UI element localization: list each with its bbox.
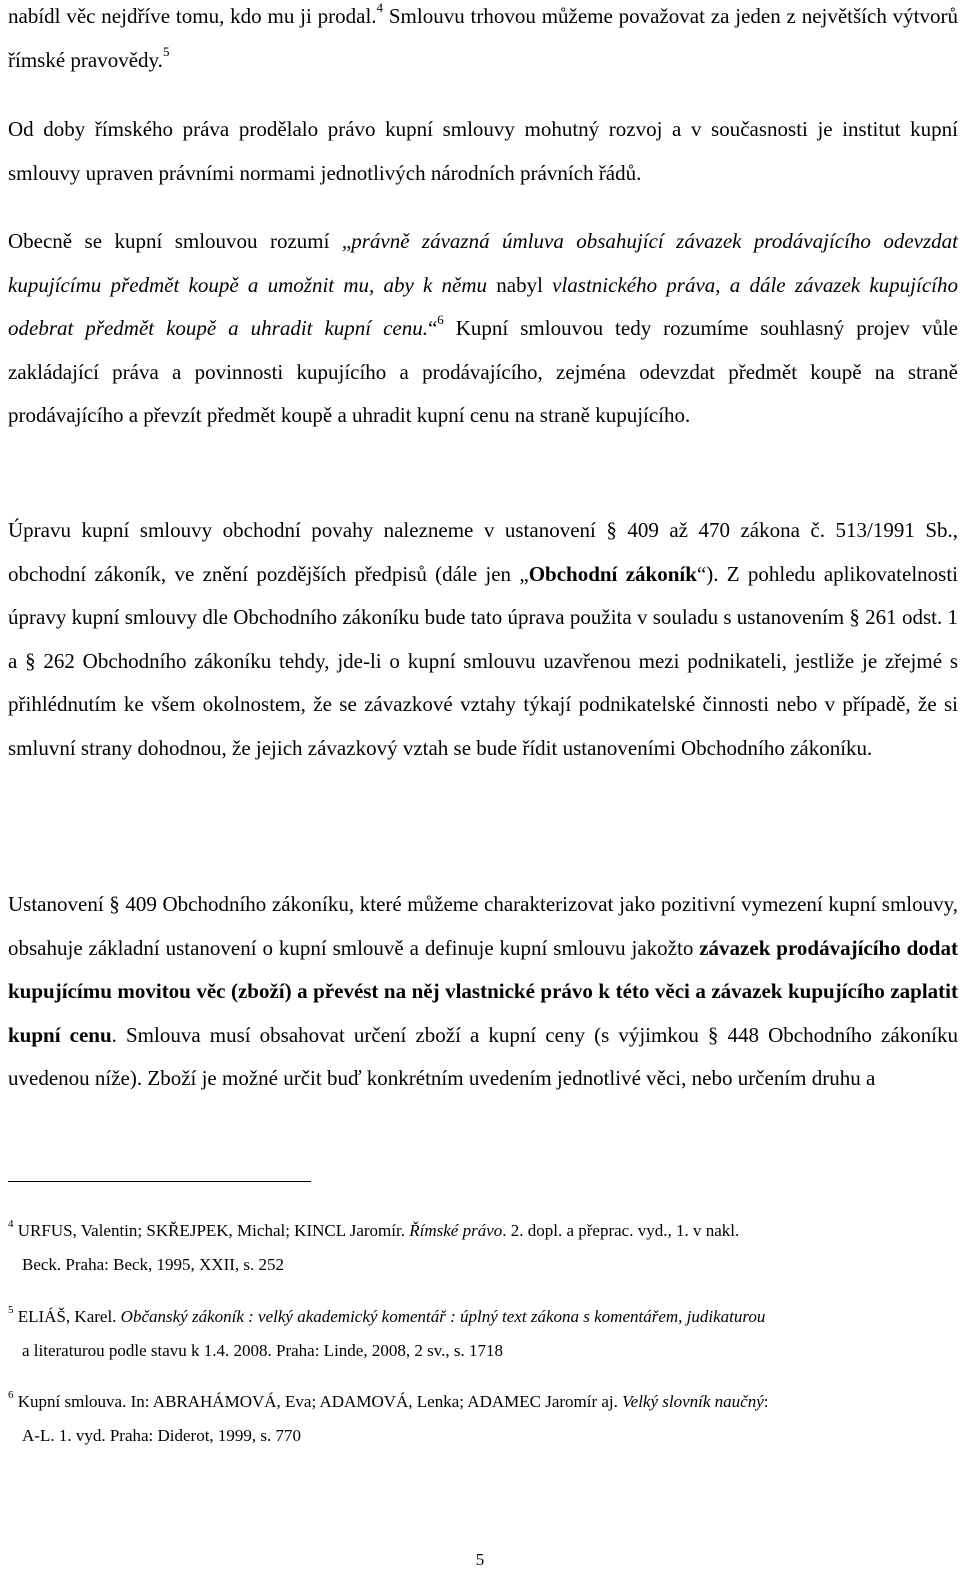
paragraph-definition: [8, 220, 958, 438]
paragraph-section-409: [8, 883, 958, 1101]
text-run: Smlouvu trhovou můžeme považovat za jeden z největších výtvorů římské pravovědy.: [8, 4, 958, 72]
text-run: Od doby římského práva prodělalo právo kupní smlouvy mohutný rozvoj a v současnosti je institut kupní smlouvy upraven právními normami jednotlivých národních právních řádů.: [8, 117, 958, 185]
footnote-text: Kupní smlouva. In: ABRAHÁMOVÁ, Eva; ADAMOVÁ, Lenka; ADAMEC Jaromír aj.: [13, 1392, 623, 1411]
footnote-5: [8, 1300, 960, 1368]
footnote-separator: [8, 1181, 311, 1182]
footnote-title-italic: Občanský zákoník : velký akademický komentář : úplný text zákona s komentářem, judikaturou: [120, 1307, 766, 1326]
footnote-4: [8, 1214, 960, 1282]
footnote-text-continued: a literaturou podle stavu k 1.4. 2008. Praha: Linde, 2008, 2 sv., s. 1718: [22, 1341, 503, 1360]
text-run: . Smlouva musí obsahovat určení zboží a kupní ceny (s výjimkou § 448 Obchodního zákoníku uvedenou níže). Zboží je možné určit buď konkrétním uvedením jednotlivé věci, nebo určením druhu a: [8, 1022, 958, 1090]
paragraph-commercial-code: [8, 509, 958, 770]
footnote-number: 5: [8, 1304, 14, 1317]
quoted-definition-italic: právně závazná úmluva obsahující závazek prodávajícího odevzdat kupujícímu předmět koupě a umožnit mu, aby k němu: [8, 229, 958, 297]
footnote-text: ELIÁŠ, Karel.: [13, 1307, 121, 1326]
footnote-6: [8, 1385, 960, 1453]
quoted-definition-italic: vlastnického práva, a dále závazek kupujícího odebrat předmět koupě a uhradit kupní cenu.: [8, 272, 959, 340]
text-run: nabídl věc nejdříve tomu, kdo mu ji prodal.: [8, 4, 377, 28]
footnote-number: 6: [8, 1389, 14, 1402]
footnote-text: . 2. dopl. a přeprac. vyd., 1. v nakl.: [502, 1221, 740, 1240]
footnote-text-continued: Beck. Praha: Beck, 1995, XXII, s. 252: [22, 1255, 285, 1274]
text-run: Obecně se kupní smlouvou rozumí „: [8, 229, 352, 253]
footnote-title-italic: Velký slovník naučný: [622, 1392, 764, 1411]
page-number: 5: [475, 1550, 485, 1569]
defined-term-bold: Obchodní zákoník: [528, 561, 697, 586]
text-run: “). Z pohledu aplikovatelnosti úpravy kupní smlouvy dle Obchodního zákoníku bude tato úprava použita v souladu s ustanovením § 261 odst. 1 a § 262 Obchodního zákoníku tehdy, jde-li o kupní smlouvu uzavřenou mezi podnikateli, jestliže je zřejmé s přihlédnutím ke všem okolnostem, že se závazkové vztahy týkají podnikatelské činnosti nebo v případě, že si smluvní strany dohodnou, že jejich závazkový vztah se bude řídit ustanoveními Obchodního zákoníku.: [8, 561, 958, 760]
footnote-ref-4[interactable]: 4: [376, 0, 384, 15]
footnote-ref-6[interactable]: 6: [437, 312, 444, 327]
footnote-text: URFUS, Valentin; SKŘEJPEK, Michal; KINCL Jaromír.: [13, 1221, 410, 1240]
text-run: Ustanovení § 409 Obchodního zákoníku, které můžeme charakterizovat jako pozitivní vymezení kupní smlouvy, obsahuje základní ustanovení o kupní smlouvě a definuje kupní smlouvu jakožto: [8, 892, 958, 960]
text-run: Kupní smlouvou tedy rozumíme souhlasný projev vůle zakládající práva a povinnosti kupujícího a prodávajícího, zejména odevzdat předmět koupě na straně prodávajícího a převzít předmět koupě a uhradit kupní cenu na straně kupujícího.: [8, 316, 958, 427]
footnote-text: :: [763, 1392, 769, 1411]
footnote-title-italic: Římské právo: [409, 1221, 503, 1240]
paragraph-development: [8, 108, 958, 195]
footnote-number: 4: [8, 1218, 14, 1231]
text-run: nabyl: [487, 272, 553, 297]
text-run: Úpravu kupní smlouvy obchodní povahy nalezneme v ustanovení § 409 až 470 zákona č. 513/1991 Sb., obchodní zákoník, ve znění pozdějších předpisů (dále jen „: [8, 518, 958, 586]
paragraph-roman-law: [8, 0, 958, 82]
footnote-ref-5[interactable]: 5: [162, 43, 170, 59]
definition-bold: závazek prodávajícího dodat kupujícímu movitou věc (zboží) a převést na něj vlastnické právo k této věci a závazek kupujícího zaplatit kupní cenu: [8, 935, 958, 1047]
footnote-text-continued: A-L. 1. vyd. Praha: Diderot, 1999, s. 770: [22, 1426, 302, 1445]
text-run: “: [427, 316, 438, 340]
